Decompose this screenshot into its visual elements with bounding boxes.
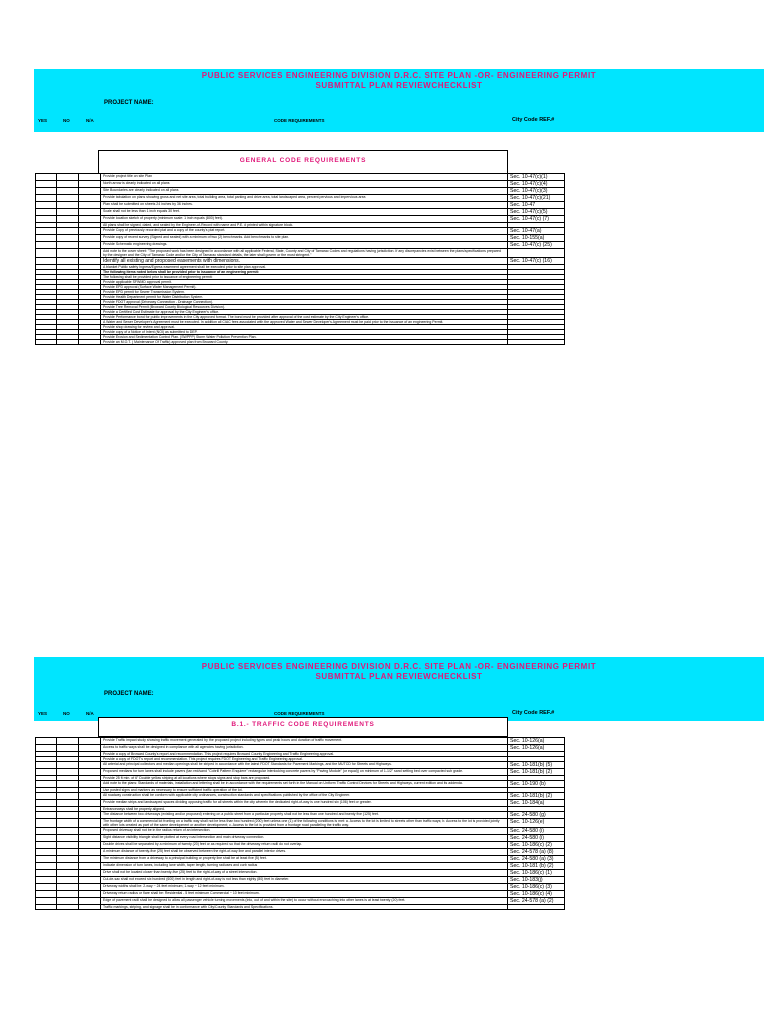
checkbox-cell-yes[interactable] <box>36 849 57 856</box>
checklist-row <box>36 209 565 216</box>
code-reference: Sec. 10-47 <box>508 202 565 209</box>
requirement-text: Proposed medians for turn lanes shall include pavers (tan red/sand "Cobrill Pattern Enquiere" rectangular interlocking concrete pavers by "Paving Module" (or equal)) on minimum of 1-1/2" sand setting bed over compacted sub grade. <box>101 769 508 776</box>
requirement-text: Provide applicable SFWMD approval permit. <box>101 280 508 285</box>
project-name-label: PROJECT NAME: <box>104 100 154 106</box>
checkbox-cell-na[interactable] <box>79 762 101 769</box>
code-reference: Sec. 10-186(c) (2) <box>508 842 565 849</box>
requirement-text: Plan shall be submitted on sheets 24 inches by 36 inches. <box>101 202 508 209</box>
requirement-text: Provide a copy of FDOT's report and recommendation. This project requires FDOT Engineering and Traffic Engineering approval. <box>101 757 508 762</box>
checkbox-cell-yes[interactable] <box>36 835 57 842</box>
checkbox-cell-na[interactable] <box>79 174 101 181</box>
requirement-text: Provide tabulation on plans showing gross and net site area, total building area, total parking and drive area, total landscaped area, percent pervious and impervious area <box>101 195 508 202</box>
checkbox-cell-na[interactable] <box>79 898 101 905</box>
code-reference: Sec. 10-181(b) (2) <box>508 793 565 800</box>
column-header-na: N/A <box>86 118 94 123</box>
checkbox-cell-no[interactable] <box>57 762 79 769</box>
code-reference: Sec. 10-190 (b) <box>508 781 565 788</box>
requirement-text: Provide FDOT approval (Driveway Connection - Drainage Connection). <box>101 300 508 305</box>
checklist-row <box>36 188 565 195</box>
checklist-row <box>36 828 565 835</box>
requirement-text: North arrow is clearly indicated on all plans <box>101 181 508 188</box>
checkbox-cell-no[interactable] <box>57 228 79 235</box>
checkbox-cell-no[interactable] <box>57 812 79 819</box>
requirement-text: Provide Traffic impact study showing traffic movement generated by the proposed project including types and peak hours and duration of traffic movement. <box>101 738 508 745</box>
checkbox-cell-na[interactable] <box>79 812 101 819</box>
checkbox-cell-no[interactable] <box>57 898 79 905</box>
checkbox-cell-no[interactable] <box>57 216 79 223</box>
title-banner <box>34 657 764 721</box>
checklist-row <box>36 800 565 807</box>
checklist-row <box>36 242 565 249</box>
checkbox-cell-yes[interactable] <box>36 235 57 242</box>
checkbox-cell-no[interactable] <box>57 842 79 849</box>
code-reference: Sec. 24-580 (i) <box>508 835 565 842</box>
code-reference: Sec. 10-186(c) (1) <box>508 870 565 877</box>
column-header-no: NO <box>63 711 70 716</box>
checkbox-cell-na[interactable] <box>79 891 101 898</box>
checklist-row <box>36 340 565 345</box>
checkbox-cell-na[interactable] <box>79 849 101 856</box>
checkbox-cell-yes[interactable] <box>36 188 57 195</box>
column-header-city-code-ref: City Code REF.# <box>512 710 555 716</box>
requirement-text: All roadway construction shall be conform with applicable city ordinances, construction standards and specifications published by the office of the City Engineer. <box>101 793 508 800</box>
column-header-yes: YES <box>38 118 48 123</box>
code-reference: Sec. 24-580 (a) (3) <box>508 856 565 863</box>
code-reference: Sec. 10-186(c) (4) <box>508 891 565 898</box>
checkbox-cell-na[interactable] <box>79 216 101 223</box>
checkbox-cell-na[interactable] <box>79 877 101 884</box>
requirement-text: Add note to the plans: Standards of materials, installation and lettering shall be in accordance with the requirements set forth in the Manual on Uniform Traffic Control Devices for Streets and Highways, current edition and its addenda. <box>101 781 508 788</box>
checkbox-cell-no[interactable] <box>57 877 79 884</box>
requirement-text: Scale shall not be less than 1 inch equals 30 feet. <box>101 209 508 216</box>
checkbox-cell-yes[interactable] <box>36 884 57 891</box>
code-reference: Sec. 10-47(c) (25) <box>508 242 565 249</box>
checkbox-cell-na[interactable] <box>79 181 101 188</box>
checkbox-cell-yes[interactable] <box>36 769 57 776</box>
checklist-row <box>36 762 565 769</box>
requirement-text: Provide Erosion and Sedimentation Control Plan. (SWPPP) Storm Water Pollution Prevention Plan. <box>101 335 508 340</box>
checkbox-cell-yes[interactable] <box>36 195 57 202</box>
checklist-row <box>36 216 565 223</box>
checkbox-cell-no[interactable] <box>57 849 79 856</box>
requirement-text: Edge of pavement radii shall be designed to allow all passenger vehicle turning movements (into, out of and within the site) to occur without encroaching into other lanes is at least twenty (20) feet. <box>101 898 508 905</box>
column-header-code-requirements: CODE REQUIREMENTS <box>274 711 325 716</box>
checkbox-cell-na[interactable] <box>79 905 101 910</box>
checkbox-cell-no[interactable] <box>57 835 79 842</box>
requirement-text: Traffic markings, striping, and signage shall be in conformance with City/County Standards and Specifications. <box>101 905 508 910</box>
checkbox-cell-no[interactable] <box>57 828 79 835</box>
checkbox-cell-yes[interactable] <box>36 738 57 745</box>
code-reference: Sec. 10-47(c)(5) <box>508 209 565 216</box>
checkbox-cell-na[interactable] <box>79 835 101 842</box>
checkbox-cell-no[interactable] <box>57 174 79 181</box>
checkbox-cell-no[interactable] <box>57 340 79 345</box>
checkbox-cell-na[interactable] <box>79 195 101 202</box>
checkbox-cell-yes[interactable] <box>36 228 57 235</box>
checkbox-cell-na[interactable] <box>79 842 101 849</box>
requirement-text: Provide Tree Removal Permit (Broward County Biological Resources Division). <box>101 305 508 310</box>
checkbox-cell-no[interactable] <box>57 745 79 752</box>
checkbox-cell-na[interactable] <box>79 340 101 345</box>
checkbox-cell-yes[interactable] <box>36 181 57 188</box>
checkbox-cell-na[interactable] <box>79 209 101 216</box>
checkbox-cell-yes[interactable] <box>36 870 57 877</box>
checkbox-cell-yes[interactable] <box>36 898 57 905</box>
checklist-row <box>36 835 565 842</box>
checkbox-cell-yes[interactable] <box>36 842 57 849</box>
banner-title-line1: PUBLIC SERVICES ENGINEERING DIVISION D.R.C. SITE PLAN -OR- ENGINEERING PERMIT <box>201 662 597 671</box>
requirement-text: Provide copy of recent survey (Signed and sealed) with a minimum of two (2) benchmarks. Add benchmarks to site plan. <box>101 235 508 242</box>
checkbox-cell-no[interactable] <box>57 891 79 898</box>
column-header-no: NO <box>63 118 70 123</box>
requirement-text: Identify all existing and proposed easements with dimensions. <box>101 258 508 265</box>
checkbox-cell-yes[interactable] <box>36 812 57 819</box>
checkbox-cell-na[interactable] <box>79 884 101 891</box>
requirement-text: The following shall be provided prior to issuance of engineering permit: <box>101 275 508 280</box>
code-reference: Sec. 10-47(c) (7) <box>508 216 565 223</box>
checklist-row <box>36 884 565 891</box>
checkbox-cell-na[interactable] <box>79 228 101 235</box>
checkbox-cell-yes[interactable] <box>36 856 57 863</box>
checkbox-cell-yes[interactable] <box>36 216 57 223</box>
code-reference: Sec. 10-47(c)(3) <box>508 188 565 195</box>
code-reference: Sec. 10-47(c) (16) <box>508 258 565 265</box>
checkbox-cell-na[interactable] <box>79 202 101 209</box>
checklist-row <box>36 781 565 788</box>
checkbox-cell-yes[interactable] <box>36 863 57 870</box>
checkbox-cell-na[interactable] <box>79 235 101 242</box>
requirement-text: Provide a copy of Broward County's report and recommendation. This project requires Broward County Engineering and Traffic Engineering approval. <box>101 752 508 757</box>
checklist-row <box>36 863 565 870</box>
requirement-text: Indicate dimension of turn lanes, including lane width, taper length, turning radiuses and curb radius <box>101 863 508 870</box>
requirement-text: Proposed driveway shall not be in the radius return of an intersection. <box>101 828 508 835</box>
code-reference: Sec. 10-126(a) <box>508 745 565 752</box>
requirement-text: Site Boundaries are clearly indicated on all plans <box>101 188 508 195</box>
project-name-label: PROJECT NAME: <box>104 691 154 697</box>
checkbox-cell-no[interactable] <box>57 781 79 788</box>
checklist-row <box>36 195 565 202</box>
column-header-city-code-ref: City Code REF.# <box>512 117 555 123</box>
checkbox-cell-no[interactable] <box>57 819 79 828</box>
checkbox-cell-na[interactable] <box>79 793 101 800</box>
checkbox-cell-no[interactable] <box>57 195 79 202</box>
checkbox-cell-yes[interactable] <box>36 905 57 910</box>
checklist-row <box>36 249 565 258</box>
requirement-text: Drive shall not be located closer than twenty-five (25) feet to the right-of-way of a street intersection. <box>101 870 508 877</box>
requirement-text: Provide EPD permit for Sewer Transmission System. <box>101 290 508 295</box>
requirement-text: The minimum distance from a driveway to a principal building or property line shall be at least five (5) feet. <box>101 856 508 863</box>
code-reference: Sec. 10-126(a) <box>508 738 565 745</box>
requirement-text: Add note to the cover sheet: "The proposed work has been designed in accordance with all applicable Federal, State, County and City of Tamarac Codes and regulations having jurisdiction. If any discrepancies exist between the plans/specifications prepared by the designer and the City of Tamarac Code and/or the City of Tamarac standard details, the later shall govern or the most stringent." <box>101 249 508 258</box>
requirement-text: Provide EPD approval (Surface Water Management Permit). <box>101 285 508 290</box>
requirement-text: Provide Copy of previously recorded plat and a copy of the county's plat report. <box>101 228 508 235</box>
requirement-text: Double drives shall be separated by a minimum of twenty (20) feet or as required so that the driveway return radii do not overlap. <box>101 842 508 849</box>
code-reference: Sec. 10-184(a) <box>508 800 565 807</box>
group-title: B.1.- TRAFFIC CODE REQUIREMENTS <box>231 721 375 728</box>
banner-title-line2: SUBMITTAL PLAN REVIEWCHECKLIST <box>315 672 483 681</box>
checkbox-cell-no[interactable] <box>57 209 79 216</box>
checklist-row <box>36 877 565 884</box>
checkbox-cell-na[interactable] <box>79 781 101 788</box>
traffic-requirements-table <box>35 737 565 910</box>
requirement-text: Sight distance visibility triangle shall be plotted at every road intersection and main driveway connection. <box>101 835 508 842</box>
checkbox-cell-yes[interactable] <box>36 242 57 249</box>
code-reference: Sec. 10-126(e) <box>508 819 565 828</box>
checkbox-cell-no[interactable] <box>57 800 79 807</box>
group-title-box <box>98 150 508 174</box>
checkbox-cell-yes[interactable] <box>36 745 57 752</box>
checkbox-cell-yes[interactable] <box>36 762 57 769</box>
requirement-text: Provide 25 ft min. of 6" Double yellow striping at all locations where stops signs and stop bars are proposed. <box>101 776 508 781</box>
checkbox-cell-no[interactable] <box>57 884 79 891</box>
requirement-text: Use posted signs and markers as necessary to ensure sufficient traffic operation of the lot. <box>101 788 508 793</box>
column-header-code-requirements: CODE REQUIREMENTS <box>274 118 325 123</box>
group-title-box <box>98 717 508 737</box>
code-reference: Sec. 10-181 (b) (2) <box>508 863 565 870</box>
checkbox-cell-yes[interactable] <box>36 793 57 800</box>
checkbox-cell-yes[interactable] <box>36 340 57 345</box>
checkbox-cell-yes[interactable] <box>36 877 57 884</box>
code-reference: Sec. 24-580 (i) <box>508 828 565 835</box>
checkbox-cell-no[interactable] <box>57 905 79 910</box>
checklist-row <box>36 745 565 752</box>
checkbox-cell-yes[interactable] <box>36 209 57 216</box>
checklist-row <box>36 905 565 910</box>
checkbox-cell-yes[interactable] <box>36 174 57 181</box>
code-reference: Sec. 10-181(b) (2) <box>508 769 565 776</box>
checkbox-cell-na[interactable] <box>79 870 101 877</box>
requirement-text: Driveway widths shall be: 2-way ~ 24 feet minimum; 1-way ~ 12 feet minimum. <box>101 884 508 891</box>
code-reference: Sec. 10-47(c)(21) <box>508 195 565 202</box>
checkbox-cell-na[interactable] <box>79 738 101 745</box>
checklist-row <box>36 181 565 188</box>
checkbox-cell-na[interactable] <box>79 819 101 828</box>
requirement-text: Provide Schematic engineering drawings. <box>101 242 508 249</box>
checklist-row <box>36 738 565 745</box>
checkbox-cell-yes[interactable] <box>36 202 57 209</box>
requirement-text: Provide median strips and landscaped spaces dividing opposing traffic for all streets within the city wherein the dedicated right-of-way is one hundred six (106) feet or greater. <box>101 800 508 807</box>
code-reference: Sec. 10-47(c)(1) <box>508 174 565 181</box>
requirement-text: Provide project title on site Plan <box>101 174 508 181</box>
checkbox-cell-na[interactable] <box>79 800 101 807</box>
code-reference: Sec. 10-181(b) (5) <box>508 762 565 769</box>
code-reference <box>508 249 565 258</box>
checkbox-cell-no[interactable] <box>57 769 79 776</box>
banner-title-line2: SUBMITTAL PLAN REVIEWCHECKLIST <box>315 81 483 90</box>
code-reference <box>508 340 565 345</box>
requirement-text: The following items noted below shall be provided prior to issuance of an engineering permit: <box>101 270 508 275</box>
checkbox-cell-na[interactable] <box>79 863 101 870</box>
checkbox-cell-yes[interactable] <box>36 800 57 807</box>
checkbox-cell-na[interactable] <box>79 745 101 752</box>
checkbox-cell-no[interactable] <box>57 856 79 863</box>
requirement-text: Provide Performance bond for public improvements in the City approved format. The bond must be provided after approval of the cost estimate by the City Engineer's office. <box>101 315 508 320</box>
code-reference: Sec. 10-47(a) <box>508 228 565 235</box>
title-banner <box>34 69 764 132</box>
checkbox-cell-yes[interactable] <box>36 249 57 258</box>
checklist-row <box>36 891 565 898</box>
checkbox-cell-no[interactable] <box>57 738 79 745</box>
checkbox-cell-yes[interactable] <box>36 828 57 835</box>
checkbox-cell-na[interactable] <box>79 856 101 863</box>
requirement-text: A Water and Sewer Developer's Agreement must be executed. In addition all CIAC fees associated with the approved Water and Sewer Developer's Agreement must be paid prior to the issuance of an engineering Permit. <box>101 320 508 325</box>
checkbox-cell-na[interactable] <box>79 249 101 258</box>
requirement-text: Entranceways shall be properly aligned. <box>101 807 508 812</box>
checkbox-cell-no[interactable] <box>57 249 79 258</box>
requirement-text: Provide a Certified Cost Estimate for approval by the City Engineer's office. <box>101 310 508 315</box>
requirement-text: A blanket Public safety Ingress/Egress easement agreement shall be executed prior to site plan approval. <box>101 265 508 270</box>
requirement-text: All arterial and principal collectors and median openings shall be striped in accordance with the latest FDOT Standards for Pavement Markings, and the MUTCD for Streets and Highways. <box>101 762 508 769</box>
checkbox-cell-yes[interactable] <box>36 258 57 265</box>
requirement-text: Provide copy of a Notice of Intent (NOI) as submitted to DEP. <box>101 330 508 335</box>
code-reference: Sec. 10-183(j) <box>508 877 565 884</box>
checkbox-cell-no[interactable] <box>57 202 79 209</box>
checklist-row <box>36 870 565 877</box>
checklist-row <box>36 898 565 905</box>
requirement-text: All plans shall be signed, dated, and sealed by the Engineer-of-Record with name and P.E. # printed within signature block. <box>101 223 508 228</box>
checkbox-cell-yes[interactable] <box>36 819 57 828</box>
checkbox-cell-na[interactable] <box>79 769 101 776</box>
checklist-row <box>36 228 565 235</box>
checklist-row <box>36 812 565 819</box>
checkbox-cell-no[interactable] <box>57 793 79 800</box>
checkbox-cell-no[interactable] <box>57 863 79 870</box>
checklist-row <box>36 258 565 265</box>
requirement-text: Provide location sketch of property (minimum scale: 1 inch equals (800) feet). <box>101 216 508 223</box>
code-reference: Sec. 10-186(c) (3) <box>508 884 565 891</box>
checkbox-cell-na[interactable] <box>79 828 101 835</box>
banner-title-line1: PUBLIC SERVICES ENGINEERING DIVISION D.R.C. SITE PLAN -OR- ENGINEERING PERMIT <box>201 71 597 80</box>
checklist-row <box>36 202 565 209</box>
checklist-row <box>36 842 565 849</box>
checklist-row <box>36 793 565 800</box>
general-requirements-table <box>35 173 565 345</box>
checkbox-cell-no[interactable] <box>57 188 79 195</box>
column-header-na: N/A <box>86 711 94 716</box>
checkbox-cell-na[interactable] <box>79 258 101 265</box>
requirement-text: A minimum distance of twenty-five (25) feet shall be observed between the right-of-way line and parallel interior drives. <box>101 849 508 856</box>
requirement-text: Provide an M.O.T. ( Maintenance Of Traffic) approved plan from Broward County. <box>101 340 508 345</box>
checkbox-cell-no[interactable] <box>57 235 79 242</box>
code-reference: Sec. 24-578 (a) (2) <box>508 898 565 905</box>
requirement-text: Provide Health Department permit for Water Distribution System. <box>101 295 508 300</box>
requirement-text: Provide shop drawing for review and approval. <box>101 325 508 330</box>
checklist-row <box>36 856 565 863</box>
code-reference: Sec. 10-155(a) <box>508 235 565 242</box>
code-reference: Sec. 10-47(c)(4) <box>508 181 565 188</box>
code-reference: Sec. 24-578 (a) (8) <box>508 849 565 856</box>
checklist-row <box>36 235 565 242</box>
requirement-text: The distance between two driveways (existing and/or proposed) entering on a public street from a particular property shall not be less than one hundred and twenty five (125) feet. <box>101 812 508 819</box>
code-reference: Sec. 24-580 (g) <box>508 812 565 819</box>
group-title: GENERAL CODE REQUIREMENTS <box>239 157 367 164</box>
checkbox-cell-yes[interactable] <box>36 781 57 788</box>
checkbox-cell-no[interactable] <box>57 181 79 188</box>
requirement-text: Access to traffic ways shall be designed in compliance with all agencies having jurisdiction. <box>101 745 508 752</box>
checklist-row <box>36 819 565 828</box>
checklist-row <box>36 769 565 776</box>
checkbox-cell-no[interactable] <box>57 870 79 877</box>
code-reference <box>508 905 565 910</box>
checkbox-cell-na[interactable] <box>79 242 101 249</box>
requirement-text: The frontage width of a commercial lot fronting on a traffic way shall not be less than two hundred (200) feet unless one (1) of the following conditions is met: a. Access to the lot is limited to streets other than traffic ways; b. Access to the lot is provided jointly with other lots created as part of the same development or another development; c. Access to the lot is provided from a frontage road paralleling the traffic way. <box>101 819 508 828</box>
requirement-text: Driveway return radius or flare shall be: Residential - 5 feet minimum Commercial ~ 10 feet minimum. <box>101 891 508 898</box>
checkbox-cell-yes[interactable] <box>36 891 57 898</box>
checkbox-cell-no[interactable] <box>57 242 79 249</box>
requirement-text: Cul-de-sac shall not exceed six hundred (600) feet in length and right-of-way is not less than eighty (80) feet in diameter. <box>101 877 508 884</box>
column-header-yes: YES <box>38 711 48 716</box>
checklist-row <box>36 174 565 181</box>
checkbox-cell-na[interactable] <box>79 188 101 195</box>
checkbox-cell-no[interactable] <box>57 258 79 265</box>
checklist-row <box>36 849 565 856</box>
